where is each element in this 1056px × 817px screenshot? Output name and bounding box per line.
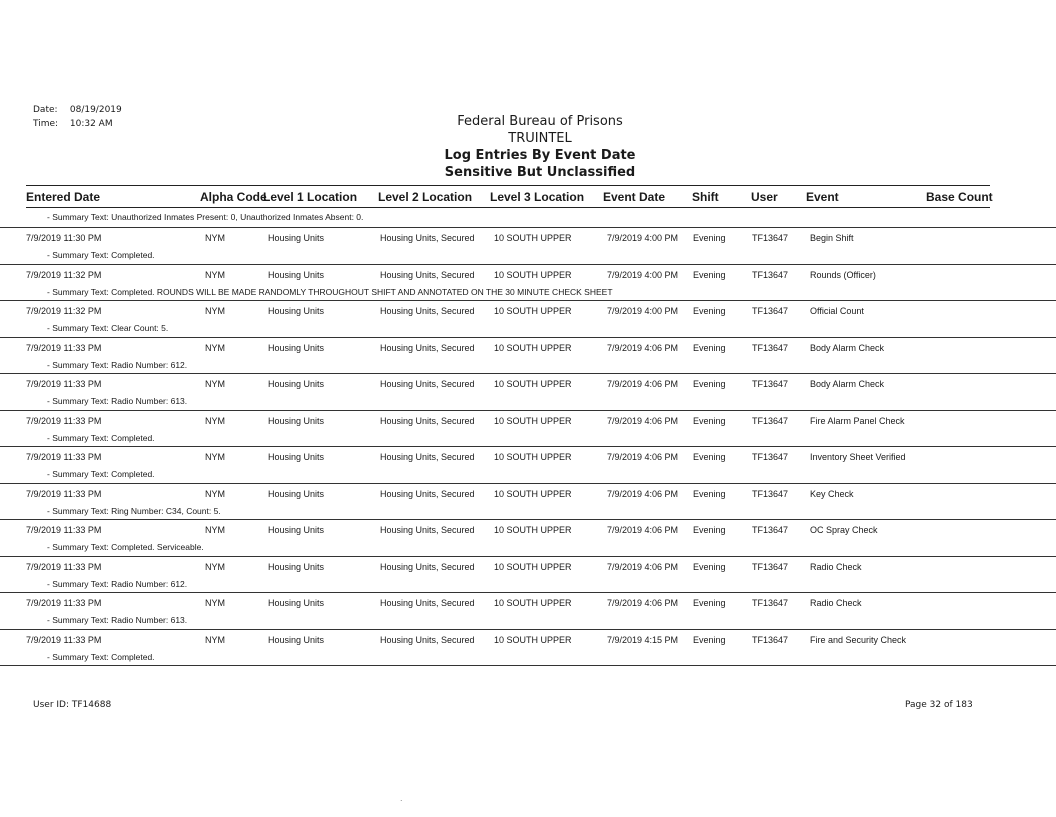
row-cells (0, 306, 1056, 320)
cell-level1: Housing Units (268, 233, 325, 243)
row-summary: - Summary Text: Completed. (47, 432, 155, 443)
cell-shift: Evening (693, 269, 726, 280)
cell-level2: Housing Units, Secured (380, 488, 475, 499)
row-summary: - Summary Text: Radio Number: 613. (47, 396, 188, 406)
cell-user: TF13647 (752, 415, 789, 426)
row-summary: - Summary Text: Ring Number: C34, Count: 5. (47, 505, 221, 516)
cell-event-date: 7/9/2019 4:06 PM (607, 415, 679, 426)
cell-level1: Housing Units (268, 561, 325, 572)
cell-shift: Evening (693, 452, 726, 462)
row-cells (0, 452, 1056, 466)
cell-level2: Housing Units, Secured (380, 561, 475, 572)
row-cells (0, 598, 1056, 612)
cell-entered-date: 7/9/2019 11:33 PM (26, 452, 102, 462)
table-row (0, 630, 1056, 667)
cell-alpha-code: NYM (205, 598, 225, 608)
cell-event-date: 7/9/2019 4:06 PM (607, 525, 679, 535)
cell-event-date: 7/9/2019 4:00 PM (607, 269, 679, 280)
cell-user: TF13647 (752, 598, 789, 608)
table-row (0, 374, 1056, 411)
col-level1: Level 1 Location (263, 190, 358, 204)
table-row (0, 301, 1056, 338)
row-summary: - Summary Text: Completed. (47, 469, 155, 479)
cell-event: Body Alarm Check (810, 379, 885, 389)
carryover-row (0, 208, 1056, 228)
row-cells (0, 416, 1056, 430)
report-title-block (360, 113, 720, 181)
cell-event-date: 7/9/2019 4:06 PM (607, 342, 679, 353)
col-base-count: Base Count (926, 190, 993, 204)
cell-level3: 10 SOUTH UPPER (494, 415, 572, 426)
cell-event: Fire and Security Check (810, 634, 907, 645)
date-value: 08/19/2019 (69, 105, 122, 115)
row-cells (0, 379, 1056, 393)
cell-alpha-code: NYM (205, 379, 225, 389)
cell-level1: Housing Units (268, 269, 325, 280)
cell-entered-date: 7/9/2019 11:33 PM (26, 598, 102, 608)
cell-entered-date: 7/9/2019 11:33 PM (26, 525, 102, 535)
cell-user: TF13647 (752, 306, 789, 316)
cell-level2: Housing Units, Secured (380, 415, 475, 426)
cell-event: Fire Alarm Panel Check (810, 415, 905, 426)
cell-level3: 10 SOUTH UPPER (494, 598, 572, 608)
row-cells (0, 635, 1056, 649)
cell-entered-date: 7/9/2019 11:33 PM (26, 561, 102, 572)
table-row (0, 520, 1056, 557)
cell-level3: 10 SOUTH UPPER (494, 342, 572, 353)
row-summary: - Summary Text: Clear Count: 5. (47, 323, 169, 333)
cell-event: Begin Shift (810, 233, 854, 243)
cell-level1: Housing Units (268, 452, 325, 462)
cell-entered-date: 7/9/2019 11:33 PM (26, 634, 102, 645)
cell-event: Key Check (810, 488, 854, 499)
report-title: Log Entries By Event Date (444, 148, 636, 163)
row-cells (0, 489, 1056, 503)
cell-alpha-code: NYM (205, 561, 225, 572)
time-value: 10:32 AM (69, 119, 113, 129)
table-row (0, 265, 1056, 302)
table-row (0, 447, 1056, 484)
cell-entered-date: 7/9/2019 11:33 PM (26, 488, 102, 499)
cell-alpha-code: NYM (205, 415, 225, 426)
cell-alpha-code: NYM (205, 452, 225, 462)
cell-event-date: 7/9/2019 4:06 PM (607, 379, 679, 389)
row-cells (0, 233, 1056, 247)
cell-level2: Housing Units, Secured (380, 634, 475, 645)
cell-user: TF13647 (752, 342, 789, 353)
time-label: Time: (33, 119, 59, 129)
page-number: Page 32 of 183 (905, 700, 973, 710)
col-level3: Level 3 Location (490, 190, 585, 204)
table-row (0, 557, 1056, 594)
col-user: User (751, 190, 778, 204)
cell-event: OC Spray Check (810, 525, 878, 535)
cell-entered-date: 7/9/2019 11:32 PM (26, 306, 102, 316)
cell-shift: Evening (693, 306, 726, 316)
cell-event: Body Alarm Check (810, 342, 885, 353)
cell-user: TF13647 (752, 269, 789, 280)
classification: Sensitive But Unclassified (444, 165, 636, 180)
cell-level3: 10 SOUTH UPPER (494, 233, 572, 243)
cell-level1: Housing Units (268, 342, 325, 353)
cell-entered-date: 7/9/2019 11:30 PM (26, 233, 102, 243)
row-cells (0, 525, 1056, 539)
date-label: Date: (33, 105, 58, 115)
cell-level3: 10 SOUTH UPPER (494, 634, 572, 645)
cell-event: Radio Check (810, 561, 862, 572)
cell-level3: 10 SOUTH UPPER (494, 452, 572, 462)
cell-level3: 10 SOUTH UPPER (494, 379, 572, 389)
cell-level2: Housing Units, Secured (380, 379, 475, 389)
cell-entered-date: 7/9/2019 11:32 PM (26, 269, 102, 280)
cell-level2: Housing Units, Secured (380, 306, 475, 316)
table-row (0, 338, 1056, 375)
cell-shift: Evening (693, 561, 726, 572)
table-row (0, 593, 1056, 630)
table-row (0, 411, 1056, 448)
row-summary: - Summary Text: Radio Number: 612. (47, 359, 188, 370)
cell-level2: Housing Units, Secured (380, 269, 475, 280)
row-summary: - Summary Text: Completed. (47, 250, 155, 260)
cell-shift: Evening (693, 525, 726, 535)
cell-alpha-code: NYM (205, 306, 225, 316)
cell-level3: 10 SOUTH UPPER (494, 561, 572, 572)
cell-user: TF13647 (752, 379, 789, 389)
report-date (33, 105, 122, 115)
cell-event: Inventory Sheet Verified (810, 452, 906, 462)
cell-alpha-code: NYM (205, 634, 225, 645)
cell-shift: Evening (693, 634, 726, 645)
row-cells (0, 343, 1056, 357)
cell-level3: 10 SOUTH UPPER (494, 488, 572, 499)
cell-shift: Evening (693, 379, 726, 389)
header-top-rule (26, 185, 990, 186)
cell-event-date: 7/9/2019 4:15 PM (607, 634, 679, 645)
cell-alpha-code: NYM (205, 342, 225, 353)
cell-level2: Housing Units, Secured (380, 342, 475, 353)
user-id-value: TF14688 (71, 700, 112, 710)
cell-level2: Housing Units, Secured (380, 233, 475, 243)
cell-entered-date: 7/9/2019 11:33 PM (26, 415, 102, 426)
row-cells (0, 270, 1056, 284)
cell-user: TF13647 (752, 452, 789, 462)
table-row (0, 228, 1056, 265)
cell-event: Rounds (Officer) (810, 269, 876, 280)
cell-user: TF13647 (752, 233, 789, 243)
cell-user: TF13647 (752, 561, 789, 572)
row-cells (0, 562, 1056, 576)
cell-shift: Evening (693, 488, 726, 499)
cell-level1: Housing Units (268, 415, 325, 426)
cell-event-date: 7/9/2019 4:06 PM (607, 488, 679, 499)
col-shift: Shift (692, 190, 719, 204)
table-row (0, 484, 1056, 521)
cell-entered-date: 7/9/2019 11:33 PM (26, 342, 102, 353)
cell-alpha-code: NYM (205, 488, 225, 499)
cell-level3: 10 SOUTH UPPER (494, 306, 572, 316)
row-summary: - Summary Text: Radio Number: 613. (47, 615, 188, 625)
cell-event-date: 7/9/2019 4:06 PM (607, 452, 679, 462)
cell-user: TF13647 (752, 488, 789, 499)
cell-level1: Housing Units (268, 598, 325, 608)
cell-shift: Evening (693, 415, 726, 426)
cell-event-date: 7/9/2019 4:06 PM (607, 561, 679, 572)
cell-entered-date: 7/9/2019 11:33 PM (26, 379, 102, 389)
log-entries-table (0, 208, 1056, 666)
table-header (0, 190, 1056, 206)
row-summary: - Summary Text: Completed. ROUNDS WILL BE MADE RANDOMLY THROUGHOUT SHIFT AND ANNOTATED ON THE 30 MINUTE CHECK SHEET (47, 286, 613, 297)
cell-alpha-code: NYM (205, 233, 225, 243)
user-id-label: User ID: (33, 700, 69, 710)
cell-event-date: 7/9/2019 4:06 PM (607, 598, 679, 608)
cell-level2: Housing Units, Secured (380, 598, 475, 608)
cell-level2: Housing Units, Secured (380, 452, 475, 462)
col-event-date: Event Date (603, 190, 666, 204)
cell-event-date: 7/9/2019 4:00 PM (607, 306, 679, 316)
cell-level1: Housing Units (268, 379, 325, 389)
cell-event-date: 7/9/2019 4:00 PM (607, 233, 679, 243)
cell-level2: Housing Units, Secured (380, 525, 475, 535)
col-entered-date: Entered Date (26, 190, 101, 204)
carryover-summary: - Summary Text: Unauthorized Inmates Present: 0, Unauthorized Inmates Absent: 0. (47, 212, 364, 222)
cell-level1: Housing Units (268, 525, 325, 535)
cell-event: Official Count (810, 306, 864, 316)
col-level2: Level 2 Location (378, 190, 473, 204)
cell-level1: Housing Units (268, 634, 325, 645)
stray-mark: . (400, 793, 403, 803)
report-time (33, 119, 113, 129)
agency-name: Federal Bureau of Prisons (457, 114, 623, 129)
row-summary: - Summary Text: Completed. (47, 651, 155, 662)
cell-level1: Housing Units (268, 306, 325, 316)
cell-alpha-code: NYM (205, 525, 225, 535)
cell-level3: 10 SOUTH UPPER (494, 269, 572, 280)
cell-user: TF13647 (752, 525, 789, 535)
cell-event: Radio Check (810, 598, 862, 608)
cell-level3: 10 SOUTH UPPER (494, 525, 572, 535)
col-event: Event (806, 190, 839, 204)
cell-alpha-code: NYM (205, 269, 225, 280)
cell-level1: Housing Units (268, 488, 325, 499)
cell-shift: Evening (693, 598, 726, 608)
row-summary: - Summary Text: Radio Number: 612. (47, 578, 188, 589)
cell-user: TF13647 (752, 634, 789, 645)
system-name: TRUINTEL (508, 131, 572, 146)
footer-user-id (33, 700, 111, 710)
cell-shift: Evening (693, 342, 726, 353)
col-alpha-code: Alpha Code (200, 190, 267, 204)
row-summary: - Summary Text: Completed. Serviceable. (47, 542, 204, 552)
cell-shift: Evening (693, 233, 726, 243)
